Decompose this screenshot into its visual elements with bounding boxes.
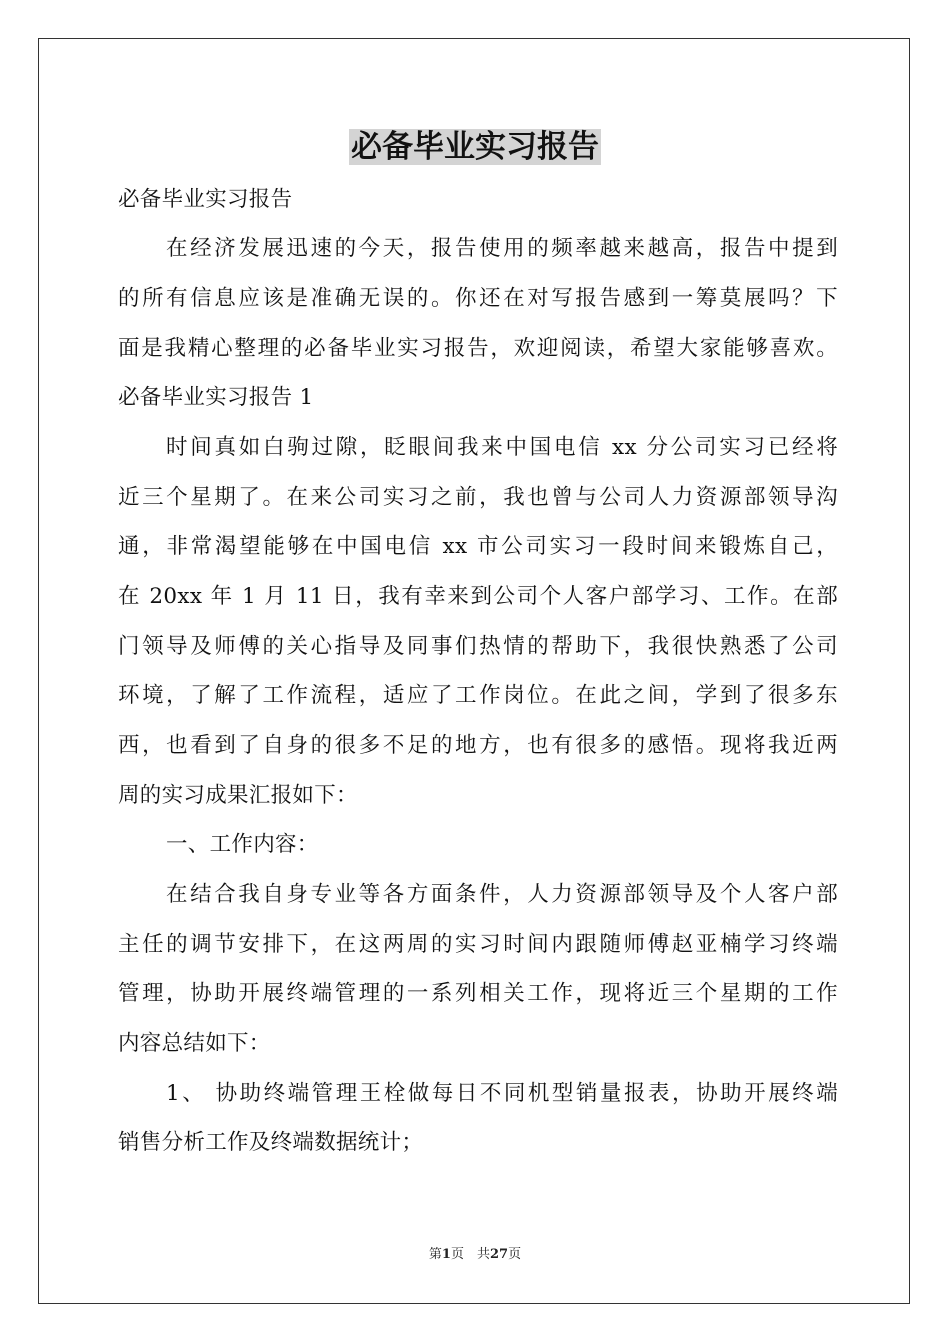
list-item: 1、 协助终端管理王栓做每日不同机型销量报表，协助开展终端 (166, 1081, 838, 1106)
page-footer (0, 1246, 950, 1264)
paragraph-line: 销售分析工作及终端数据统计； (118, 1130, 424, 1155)
footer-page-current: 1 (441, 1247, 451, 1262)
footer-page-suffix: 页 (508, 1247, 522, 1262)
paragraph-line: 在 20xx 年 1 月 11 日，我有幸来到公司个人客户部学习、工作。在部 (118, 584, 838, 609)
paragraph-line: 面是我精心整理的必备毕业实习报告，欢迎阅读，希望大家能够喜欢。 (118, 336, 838, 361)
paragraph-line: 在结合我自身专业等各方面条件，人力资源部领导及个人客户部 (166, 882, 838, 907)
document-title (0, 124, 950, 170)
footer-page-mid: 页 共 (450, 1247, 490, 1262)
paragraph-line: 在经济发展迅速的今天，报告使用的频率越来越高，报告中提到 (166, 236, 838, 261)
paragraph-line: 西，也看到了自身的很多不足的地方，也有很多的感悟。现将我近两 (118, 733, 838, 758)
page-border (38, 38, 910, 1304)
paragraph-line: 内容总结如下： (118, 1031, 271, 1056)
paragraph-line: 的所有信息应该是准确无误的。你还在对写报告感到一筹莫展吗？下 (118, 286, 838, 311)
paragraph-line: 管理，协助开展终端管理的一系列相关工作，现将近三个星期的工作 (118, 981, 838, 1006)
paragraph-line: 周的实习成果汇报如下： (118, 783, 358, 808)
paragraph-line: 通，非常渴望能够在中国电信 xx 市公司实习一段时间来锻炼自己， (118, 534, 838, 559)
paragraph-line: 门领导及师傅的关心指导及同事们热情的帮助下，我很快熟悉了公司 (118, 634, 838, 659)
footer-page-prefix: 第 (428, 1247, 442, 1262)
section-heading: 一、工作内容： (166, 832, 319, 857)
section-heading: 必备毕业实习报告 1 (118, 385, 314, 410)
paragraph-line: 近三个星期了。在来公司实习之前，我也曾与公司人力资源部领导沟 (118, 485, 838, 510)
document-title-text: 必备毕业实习报告 (351, 129, 599, 165)
paragraph-line: 时间真如白驹过隙，眨眼间我来中国电信 xx 分公司实习已经将 (166, 435, 838, 460)
paragraph-line: 主任的调节安排下，在这两周的实习时间内跟随师傅赵亚楠学习终端 (118, 932, 838, 957)
paragraph-line: 环境，了解了工作流程，适应了工作岗位。在此之间，学到了很多东 (118, 683, 838, 708)
subtitle: 必备毕业实习报告 (118, 187, 293, 212)
footer-page-total: 27 (489, 1247, 509, 1262)
